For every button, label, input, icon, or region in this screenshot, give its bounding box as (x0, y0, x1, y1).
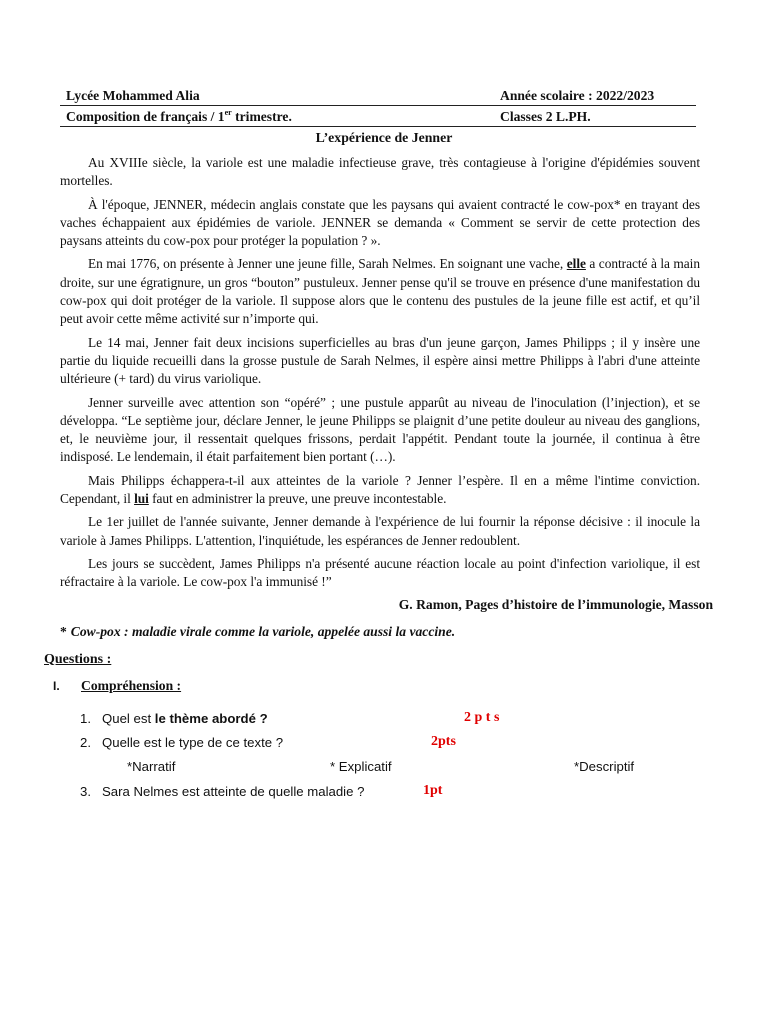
footnote-text: Cow-pox : maladie virale comme la variole, appelée aussi la vaccine. (70, 624, 456, 639)
text-source: G. Ramon, Pages d’histoire de l’immunologie, Masson (398, 597, 713, 612)
question-2-points: 2pts (431, 734, 456, 749)
class-level: Classes 2 L.PH. (494, 106, 696, 127)
paragraph-6: Mais Philipps échappera-t-il aux atteintes de la variole ? Jenner l’espère. Il en a même l'intime conviction. Cependant, il lui faut en administrer la preuve, une preuve incontestable. (60, 472, 700, 507)
exam-ordinal-sup: er (224, 108, 232, 117)
paragraph-5: Jenner surveille avec attention son “opéré” ; une pustule apparût au niveau de l'inoculation (l’injection), et se développa. “Le septième jour, déclare Jenner, le jeune Philipps se plaignit d’une petite douleur au niveau des ganglions, et, le neuvième jour, il ressentait quelques frissons, perdait l'appétit. Pendant toute la journée, il continua à être indisposé. Le lendemain, il était parfaitement bien portant (…). (60, 394, 700, 465)
exam-title: Composition de français / 1er trimestre. (60, 106, 494, 127)
section-comprehension (53, 678, 181, 694)
paragraph-7: Le 1er juillet de l'année suivante, Jenner demande à l'expérience de lui fournir la réponse décisive : il inocule la variole à James Philipps. L'attention, l'inquiétude, les espérances de Jenner redoublent. (60, 514, 700, 548)
paragraph-2: À l'époque, JENNER, médecin anglais constate que les paysans qui avaient contracté le cow-pox* en trayant des vaches échappaient aux épidémies de variole. JENNER se demanda « Comment se servir de cette protection des paysans atteints du cow-pox pour protéger la population ? ». (60, 196, 700, 249)
option-descriptif: *Descriptif (574, 759, 635, 774)
question-3-number: 3. (80, 784, 91, 799)
section-label: Compréhension : (81, 678, 182, 693)
question-3: 3. Sara Nelmes est atteinte de quelle maladie ? (80, 784, 365, 799)
underlined-word-lui: lui (134, 491, 149, 507)
paragraph-3: En mai 1776, on présente à Jenner une jeune fille, Sarah Nelmes. En soignant une vache, elle a contracté à la main droite, sur une égratignure, un gros “bouton” pustuleux. Jenner pense qu'il se trouve en présence d'une manifestation du cow-pox qui doit protéger de la variole. Il suppose alors que le contenu des pustules de la jeune fille est actif, et qu’il peut avoir cette même activité sur n’importe qui. (60, 256, 701, 327)
question-2: 2. Quelle est le type de ce texte ? (80, 735, 284, 750)
option-narratif: *Narratif (127, 759, 176, 774)
question-2-number: 2. (80, 735, 91, 750)
paragraph-1: Au XVIIIe siècle, la variole est une maladie infectieuse grave, très contagieuse à l'origine d'épidémies souvent mortelles. (60, 155, 700, 189)
underlined-word-elle: elle (566, 256, 586, 272)
school-name: Lycée Mohammed Alia (60, 85, 494, 106)
header-table (60, 85, 696, 127)
question-1-emphasis: le thème abordé ? (154, 711, 268, 726)
option-explicatif: * Explicatif (330, 759, 392, 774)
school-year: Année scolaire : 2022/2023 (494, 85, 696, 106)
question-1: 1. Quel est le thème abordé ? (80, 711, 268, 726)
question-1-number: 1. (80, 711, 91, 726)
questions-heading: Questions : (44, 652, 112, 667)
question-1-points: 2 p t s (464, 710, 500, 725)
paragraph-4: Le 14 mai, Jenner fait deux incisions superficielles au bras d'un jeune garçon, James Philipps ; il y insère une partie du liquide recueilli dans la grosse pustule de Sarah Nelmes, il espère ainsi mettre Philipps à l'abri d'une atteinte ultérieure (+ tard) du virus variolique. (60, 334, 700, 387)
reading-text (60, 154, 700, 597)
text-title: L’expérience de Jenner (315, 130, 453, 145)
footnote-star: * (60, 624, 67, 639)
question-3-points: 1pt (423, 783, 443, 798)
footnote (60, 624, 455, 640)
section-number: I. (53, 679, 60, 693)
paragraph-8: Les jours se succèdent, James Philipps n'a présenté aucune réaction locale au point d'infection variolique, il est réfractaire à la variole. Le cow-pox l'a immunisé !” (60, 555, 700, 590)
